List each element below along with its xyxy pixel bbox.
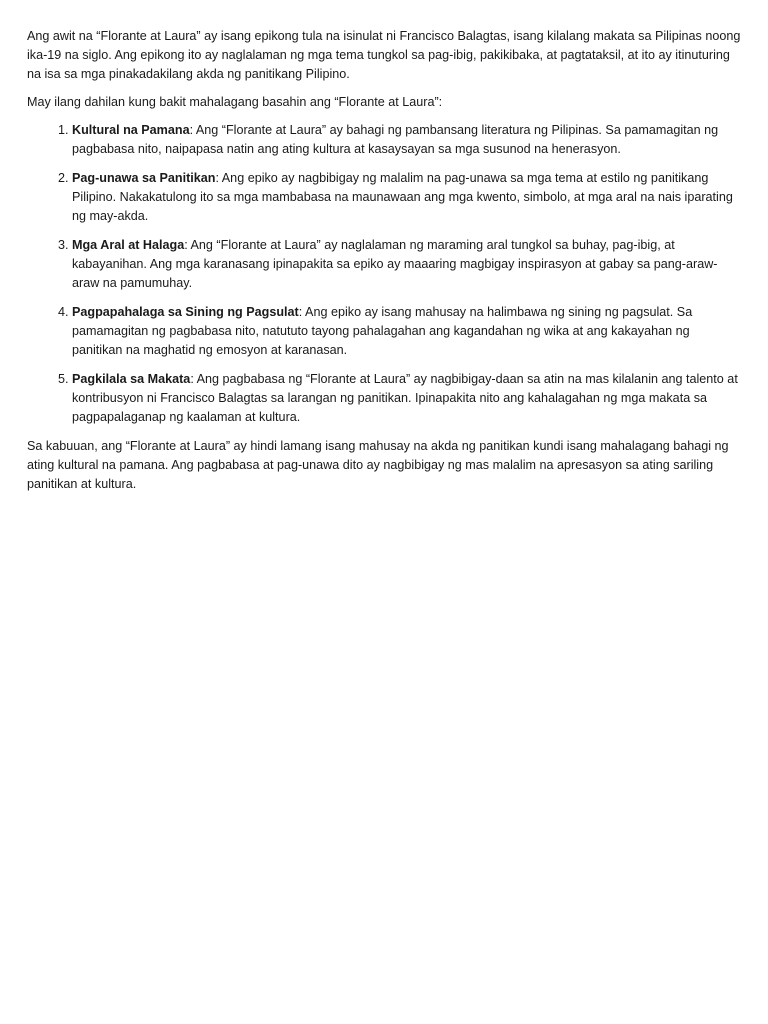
reasons-list (27, 121, 742, 427)
list-item (72, 121, 742, 159)
list-item-text: : Ang epiko ay nagbibigay ng malalim na pag-unawa sa mga tema at estilo ng panitikang Pilipino. Nakakatulong ito sa mga mambabasa na maunawaan ang mga kwento, simbolo, at mga aral na nais iparating ng may-akda. (72, 171, 733, 223)
list-item (72, 169, 742, 226)
list-item-text: : Ang pagbabasa ng “Florante at Laura” ay nagbibigay-daan sa atin na mas kilalanin ang talento at kontribusyon ni Francisco Balagtas sa larangan ng panitikan. Ipinapakita nito ang kahalagahan ng mga makata sa pagpapalaganap ng kaalaman at kultura. (72, 372, 738, 424)
list-item-text: : Ang epiko ay isang mahusay na halimbawa ng sining ng pagsulat. Sa pamamagitan ng pagbabasa nito, natututo tayong pahalagahan ang kagandahan ng wika at ang kakayahan ng panitikan na maghatid ng emosyon at karanasan. (72, 305, 693, 357)
conclusion-paragraph: Sa kabuuan, ang “Florante at Laura” ay hindi lamang isang mahusay na akda ng panitikan kundi isang mahalagang bahagi ng ating kultural na pamana. Ang pagbabasa at pag-unawa dito ay nagbibigay ng mas malalim na apresasyon sa ating sariling panitikan at kultura. (27, 439, 729, 491)
list-item (72, 303, 742, 360)
list-item (72, 370, 742, 427)
list-item-text: : Ang “Florante at Laura” ay bahagi ng pambansang literatura ng Pilipinas. Sa pamamagitan ng pagbabasa nito, naipapasa natin ang ating kultura at kasaysayan sa mga susunod na henerasyon. (72, 123, 719, 156)
list-item-text: : Ang “Florante at Laura” ay naglalaman ng maraming aral tungkol sa buhay, pag-ibig, at kabayanihan. Ang mga karanasang ipinapakita sa epiko ay maaaring magbigay inspirasyon at gabay sa pang-araw-araw na pamumuhay. (72, 238, 718, 290)
list-item-title: Pagpapahalaga sa Sining ng Pagsulat (72, 305, 299, 319)
list-item (72, 236, 742, 293)
list-item-title: Kultural na Pamana (72, 123, 190, 137)
list-item-title: Pag-unawa sa Panitikan (72, 171, 216, 185)
list-item-title: Pagkilala sa Makata (72, 372, 191, 386)
lead-paragraph: May ilang dahilan kung bakit mahalagang basahin ang “Florante at Laura”: (27, 95, 443, 109)
intro-paragraph: Ang awit na “Florante at Laura” ay isang epikong tula na isinulat ni Francisco Balagtas, isang kilalang makata sa Pilipinas noong ika-19 na siglo. Ang epikong ito ay naglalaman ng mga tema tungkol sa pag-ibig, pakikibaka, at pagtataksil, at ito ay itinuturing na isa sa mga pinakadakilang akda ng panitikang Pilipino. (27, 29, 741, 81)
list-item-title: Mga Aral at Halaga (72, 238, 185, 252)
